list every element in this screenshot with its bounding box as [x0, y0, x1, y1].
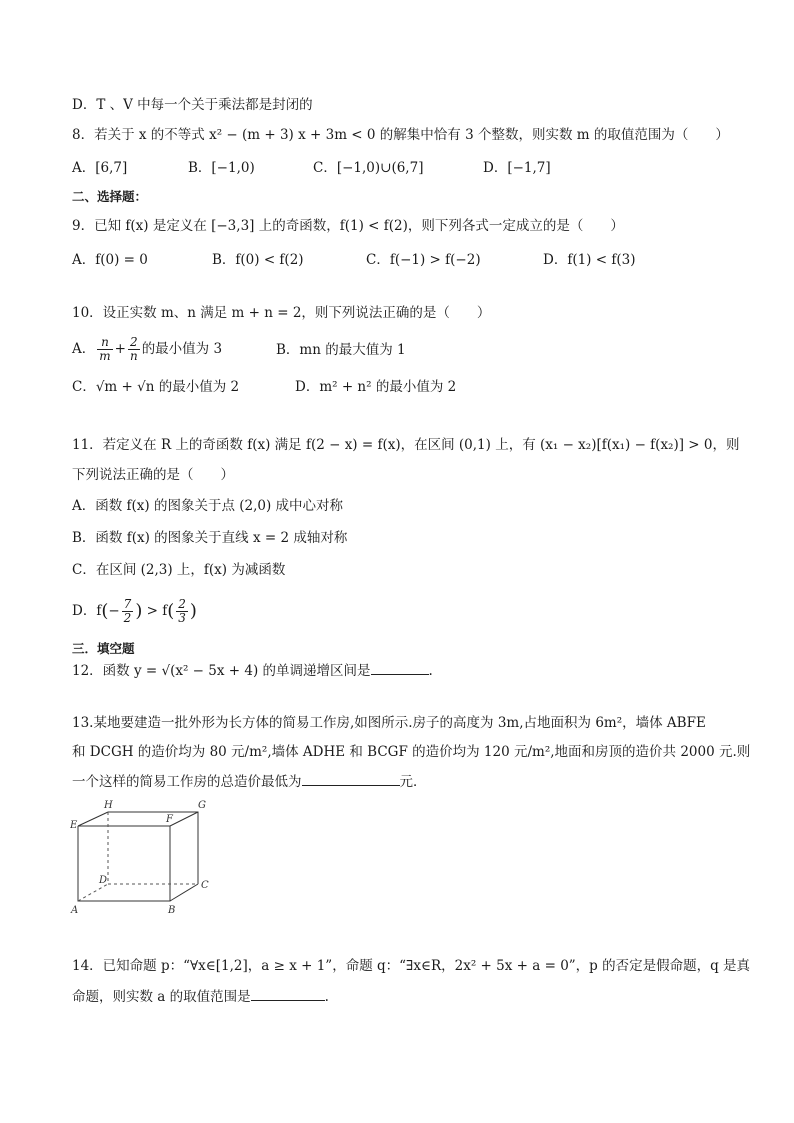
q11-d-fraction-1 — [122, 598, 134, 625]
q8-option-a: A．[6,7] — [72, 160, 128, 176]
label-G: G — [198, 800, 206, 811]
open-paren: ( — [167, 600, 175, 622]
q14-answer-blank[interactable] — [251, 986, 325, 1001]
section-2-heading: 二、选择题： — [72, 189, 148, 204]
q13-text: 一个这样的简易工作房的总造价最低为 — [72, 774, 302, 790]
label-C: C — [201, 880, 209, 891]
q11-d-label: D．f — [72, 603, 102, 619]
label-A: A — [71, 905, 79, 916]
edge-EH — [78, 812, 108, 826]
q11-option-c: C．在区间 (2,3) 上，f(x) 为减函数 — [72, 562, 286, 578]
label-B: B — [168, 905, 176, 916]
fraction-denominator: n — [129, 349, 138, 363]
q9-option-b: B．f(0) < f(2) — [212, 252, 304, 268]
plus-sign: + — [114, 341, 126, 357]
close-paren: ) — [189, 600, 197, 622]
q10-a-fraction-1 — [97, 336, 112, 363]
hidden-edge-AD — [78, 884, 108, 901]
q8-option-d: D．[−1,7] — [483, 160, 551, 176]
q14-period: . — [324, 989, 329, 1005]
q13-line-2: 和 DCGH 的造价均为 80 元/m²,墙体 ADHE 和 BCGF 的造价均为 120 元/m²,地面和房顶的造价共 2000 元.则 — [72, 744, 751, 760]
q10-option-b: B．mn 的最大值为 1 — [276, 342, 406, 358]
edge-BC — [170, 884, 198, 901]
q9-option-a: A．f(0) = 0 — [72, 252, 148, 268]
q11-d-compare: > f — [146, 603, 168, 619]
fraction-numerator: n — [97, 336, 112, 350]
label-F: F — [166, 814, 173, 825]
q10-option-d: D．m² + n² 的最小值为 2 — [295, 379, 457, 395]
q11-option-d: D．f(− $\frac{7}{2}$ ) > f( $\frac{2}{3}$ ) — [72, 597, 197, 625]
q7-option-d: D．T 、V 中每一个关于乘法都是封闭的 — [72, 97, 313, 113]
close-paren: ) — [135, 600, 143, 622]
q12-text: 12．函数 y = √(x² − 5x + 4) 的单调递增区间是 — [72, 663, 371, 679]
q13-answer-blank[interactable] — [302, 771, 400, 786]
q13-line-3 — [72, 771, 427, 792]
q10-a-text: 的最小值为 3 — [141, 341, 223, 357]
fraction-denominator: 3 — [178, 611, 186, 625]
q9-stem: 9．已知 f(x) 是定义在 [−3,3] 上的奇函数，f(1) < f(2)，则下列各式一定成立的是（ ） — [72, 218, 624, 234]
q13-unit: 元． — [399, 774, 427, 790]
q14-line-2 — [72, 986, 329, 1007]
open-paren: ( — [101, 600, 109, 622]
q13-line-1: 13.某地要建造一批外形为长方体的简易工作房,如图所示.房子的高度为 3m,占地面积为 6m²，墙体 ABFE — [72, 715, 706, 731]
q10-option-a — [72, 334, 222, 364]
q12-answer-blank[interactable] — [371, 660, 429, 675]
fraction-numerator: 2 — [128, 336, 140, 350]
q10-a-fraction-2 — [128, 336, 140, 363]
fraction-numerator: 7 — [123, 597, 132, 611]
fraction-numerator: 2 — [178, 597, 186, 611]
q9-option-c: C．f(−1) > f(−2) — [366, 252, 481, 268]
q8-option-c: C．[−1,0)∪(6,7] — [313, 160, 424, 176]
section-3-heading: 三．填空题 — [72, 641, 135, 656]
q10-a-label: A． — [72, 341, 96, 357]
q11-stem-line-1: 11．若定义在 R 上的奇函数 f(x) 满足 f(2 − x) = f(x)，在区间 (0,1) 上，有 (x₁ − x₂)[f(x₁) − f(x₂)] > 0，则 — [72, 437, 740, 453]
q9-option-d: D．f(1) < f(3) — [543, 252, 636, 268]
q8-stem: 8．若关于 x 的不等式 x² − (m + 3) x + 3m < 0 的解集中恰有 3 个整数，则实数 m 的取值范围为（ ） — [72, 127, 729, 143]
q14-text: 命题，则实数 a 的取值范围是 — [72, 989, 251, 1005]
label-E: E — [70, 820, 78, 831]
cuboid-diagram — [70, 798, 210, 916]
q8-option-b: B．[−1,0) — [188, 160, 255, 176]
q14-line-1: 14．已知命题 p：“∀x∈[1,2]，a ≥ x + 1”，命题 q：“∃x∈R，2x² + 5x + a = 0”，p 的否定是假命题，q 是真 — [72, 958, 751, 974]
front-face — [78, 826, 170, 901]
q10-option-c: C．√m + √n 的最小值为 2 — [72, 379, 240, 395]
fraction-denominator: 2 — [123, 611, 132, 625]
q11-option-a: A．函数 f(x) 的图象关于点 (2,0) 成中心对称 — [72, 498, 344, 514]
q10-stem: 10．设正实数 m、n 满足 m + n = 2，则下列说法正确的是（ ） — [72, 305, 491, 321]
q12 — [72, 660, 433, 681]
q12-period: . — [428, 663, 433, 679]
q11-d-fraction-2 — [176, 598, 188, 625]
q11-stem-line-2: 下列说法正确的是（ ） — [72, 467, 234, 483]
q11-option-b: B．函数 f(x) 的图象关于直线 x = 2 成轴对称 — [72, 530, 348, 546]
edge-FG — [170, 812, 198, 826]
back-face-edges — [108, 812, 198, 884]
label-H: H — [104, 800, 113, 811]
fraction-denominator: m — [99, 349, 111, 363]
label-D: D — [99, 875, 108, 886]
